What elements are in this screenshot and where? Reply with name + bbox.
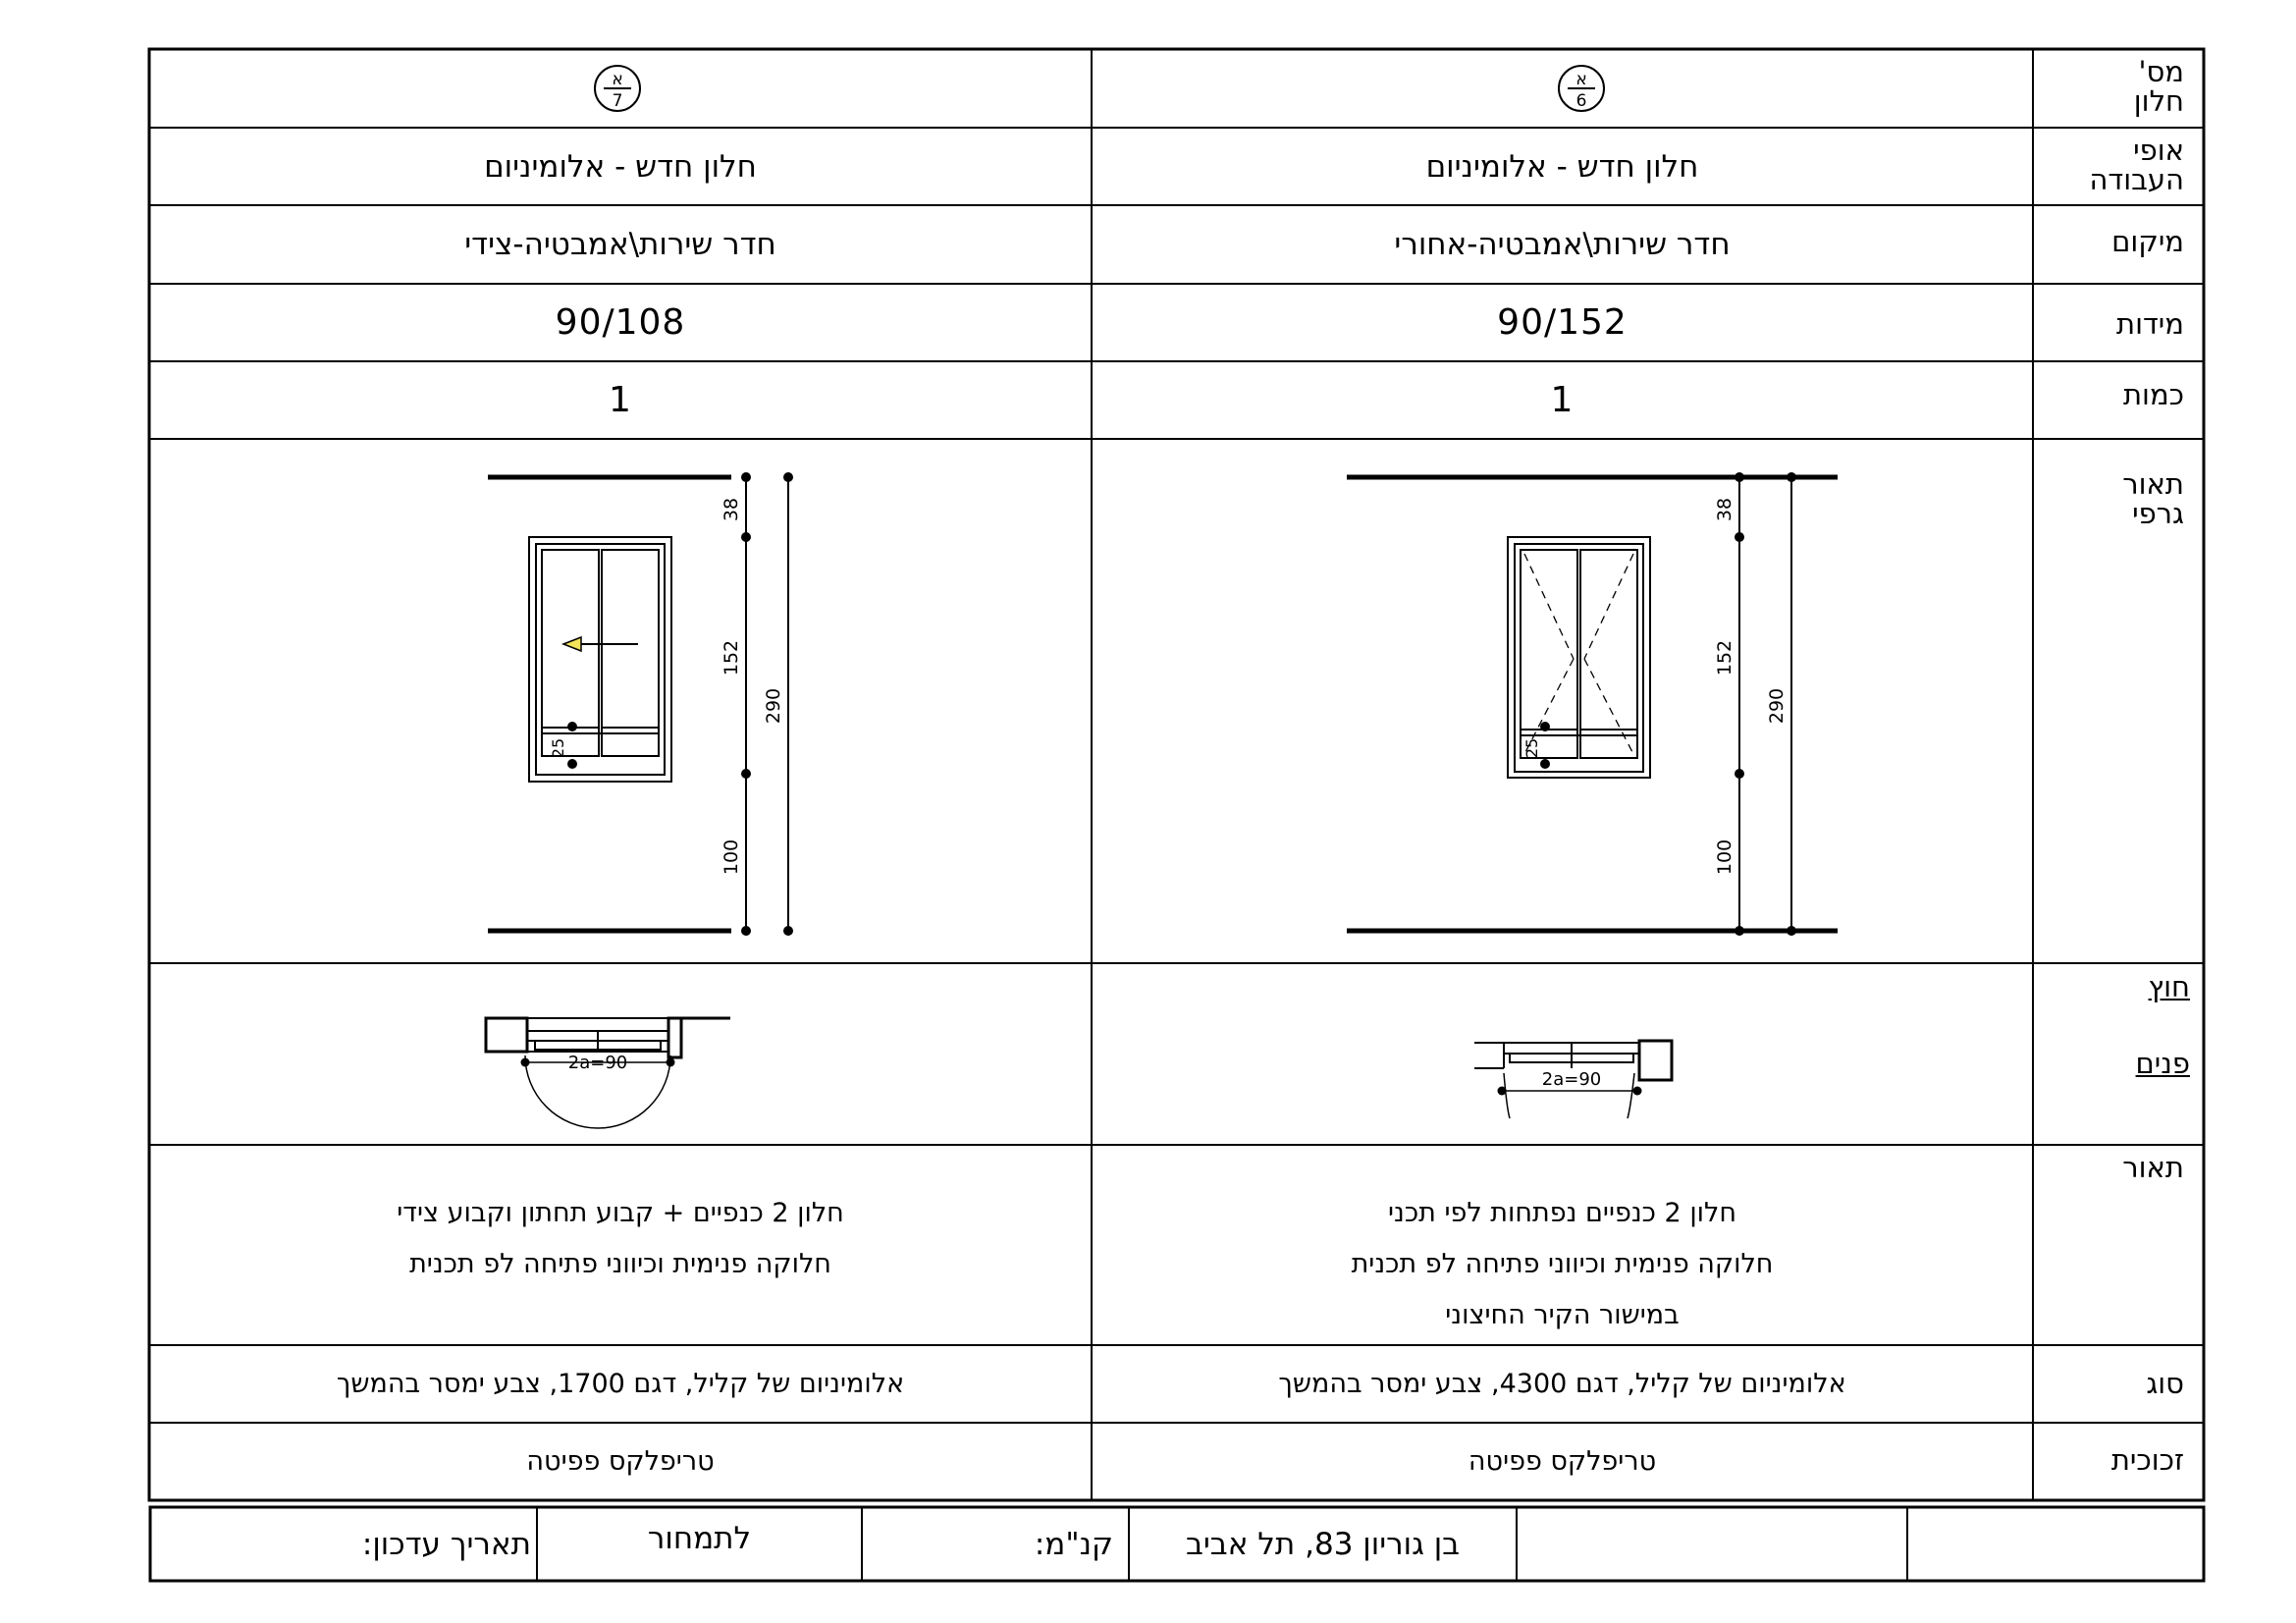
- w7-plan-label: 2a=90: [567, 1053, 628, 1073]
- w7-quantity: 1: [609, 380, 632, 420]
- w7-type: אלומיניום של קליל, דגם 1700, צבע ימסר בהמשך: [336, 1369, 905, 1399]
- w6-plan-label: 2a=90: [1541, 1069, 1602, 1090]
- w7-dimensions: 90/108: [555, 302, 686, 343]
- window-tag-7-top: א: [612, 70, 623, 89]
- w7-dim-total: 290: [763, 687, 784, 725]
- w7-elevation-drawing: [149, 439, 1092, 963]
- row-label-window-no: מס' חלון: [2133, 55, 2184, 118]
- w7-plan-drawing: [149, 963, 1092, 1145]
- w7-dim-bottom-panel: 25: [549, 737, 567, 759]
- footer-update-date-label: תאריך עדכון:: [361, 1526, 531, 1562]
- window-tag-6: [1556, 61, 1607, 116]
- footer-address: בן גוריון 83, תל אביב: [1185, 1526, 1461, 1562]
- w7-dim-window: 152: [721, 639, 742, 676]
- w7-dim-sill: 100: [721, 839, 742, 876]
- row-label-type: סוג: [2146, 1367, 2184, 1400]
- w7-location: חדר שירות\אמבטיה-צידי: [464, 227, 776, 262]
- footer-tender-label: לתמחור: [647, 1521, 752, 1556]
- window-tag-7-bottom: 7: [612, 91, 623, 111]
- w6-work-type: חלון חדש - אלומיניום: [1425, 148, 1699, 185]
- w7-description: חלון 2 כנפיים + קבוע תחתון וקבוע צידי חלוקה פנימית וכיווני פתיחה לפ תכנית: [397, 1198, 844, 1279]
- w7-work-type: חלון חדש - אלומיניום: [484, 148, 757, 185]
- row-label-dimensions: מידות: [2116, 307, 2184, 341]
- window-tag-6-top: א: [1575, 70, 1587, 89]
- row-label-quantity: כמות: [2123, 378, 2184, 411]
- row-label-inside: פנים: [2135, 1047, 2190, 1080]
- w6-plan-drawing: [1092, 963, 2033, 1145]
- w6-type: אלומיניום של קליל, דגם 4300, צבע ימסר בהמשך: [1278, 1369, 1846, 1399]
- w6-elevation-drawing: [1092, 439, 2033, 963]
- w6-dim-total: 290: [1766, 687, 1788, 725]
- w6-dim-sill: 100: [1714, 839, 1735, 876]
- row-label-outside: חוץ: [2148, 970, 2190, 1003]
- w6-dim-window: 152: [1714, 639, 1735, 676]
- window-tag-6-bottom: 6: [1575, 91, 1587, 111]
- w6-dim-top: 38: [1714, 497, 1735, 522]
- row-label-work-type: אופי העבודה: [2089, 134, 2184, 196]
- w6-dimensions: 90/152: [1497, 302, 1628, 343]
- w7-dim-top: 38: [721, 497, 742, 522]
- row-label-description: תאור: [2122, 1151, 2184, 1184]
- w6-quantity: 1: [1550, 380, 1575, 420]
- row-label-location: מיקום: [2111, 225, 2184, 258]
- window-tag-7: [592, 61, 643, 116]
- w6-location: חדר שירות\אמבטיה-אחורי: [1394, 227, 1731, 262]
- w6-description: חלון 2 כנפיים נפתחות לפי תכני חלוקה פנימית וכיווני פתיחה לפ תכנית במישור הקיר החיצוני: [1351, 1198, 1774, 1330]
- row-label-glazing: זכוכית: [2110, 1443, 2184, 1477]
- w7-glazing: טריפלקס פפיטה: [526, 1446, 715, 1477]
- footer-scale-label: קנ"מ:: [1034, 1526, 1113, 1562]
- w6-dim-bottom-panel: 25: [1522, 737, 1541, 759]
- row-label-graphic: תאור גרפי: [2122, 467, 2184, 530]
- w6-glazing: טריפלקס פפיטה: [1468, 1446, 1657, 1477]
